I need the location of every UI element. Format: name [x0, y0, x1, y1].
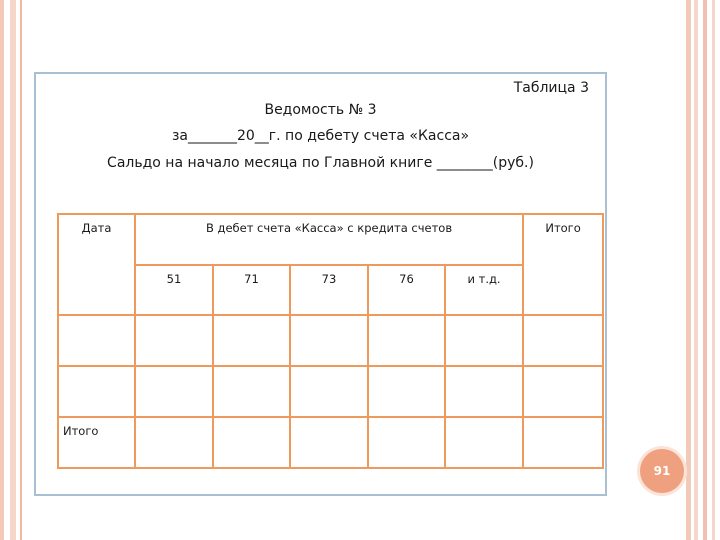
header-debit-group: В дебет счета «Касса» с кредита счетов: [135, 214, 523, 265]
total-row: [58, 417, 603, 468]
right-stripe-2: [694, 0, 698, 540]
table-cell: [445, 315, 523, 366]
table-cell: [523, 417, 603, 468]
page-number-badge: [640, 449, 684, 493]
table-cell: [135, 417, 213, 468]
page-number: 91: [653, 464, 671, 478]
table-cell: [290, 417, 368, 468]
right-stripe-1: [686, 0, 691, 540]
table-cell: [135, 315, 213, 366]
header-date: Дата: [58, 214, 135, 315]
table-cell: [290, 366, 368, 417]
statement-title: Ведомость № 3: [264, 102, 377, 118]
left-stripe-1: [0, 0, 4, 540]
table-cell: [58, 366, 135, 417]
subheader-account: 71: [213, 265, 290, 315]
table-cell: [290, 315, 368, 366]
table-cell: [135, 366, 213, 417]
table-cell: [213, 366, 290, 417]
period-line: за_______20__г. по дебету счета «Касса»: [171, 128, 470, 144]
table-cell: [445, 417, 523, 468]
table-cell: [368, 315, 445, 366]
table-row: [58, 366, 603, 417]
ledger-table: [57, 213, 604, 469]
subheader-account: 51: [135, 265, 213, 315]
table-cell: [523, 315, 603, 366]
left-stripe-3: [20, 0, 22, 540]
right-stripe-3: [703, 0, 707, 540]
subheader-account: 73: [290, 265, 368, 315]
header-total: Итого: [523, 214, 603, 315]
table-cell: [58, 315, 135, 366]
right-stripe-4: [712, 0, 715, 540]
left-stripe-2: [10, 0, 16, 540]
table-cell: [523, 366, 603, 417]
header-row: [58, 214, 603, 265]
content-frame: [34, 72, 607, 496]
table-cell: [368, 417, 445, 468]
table-cell: [368, 366, 445, 417]
subheader-row: [58, 265, 603, 315]
table-row: [58, 315, 603, 366]
subheader-account: и т.д.: [445, 265, 523, 315]
table-cell: [213, 315, 290, 366]
table-cell: [213, 417, 290, 468]
table-label: Таблица 3: [513, 80, 589, 96]
subheader-account: 76: [368, 265, 445, 315]
total-row-label: Итого: [58, 417, 135, 468]
table-cell: [445, 366, 523, 417]
saldo-line: Сальдо на начало месяца по Главной книге ________(руб.): [107, 155, 534, 171]
